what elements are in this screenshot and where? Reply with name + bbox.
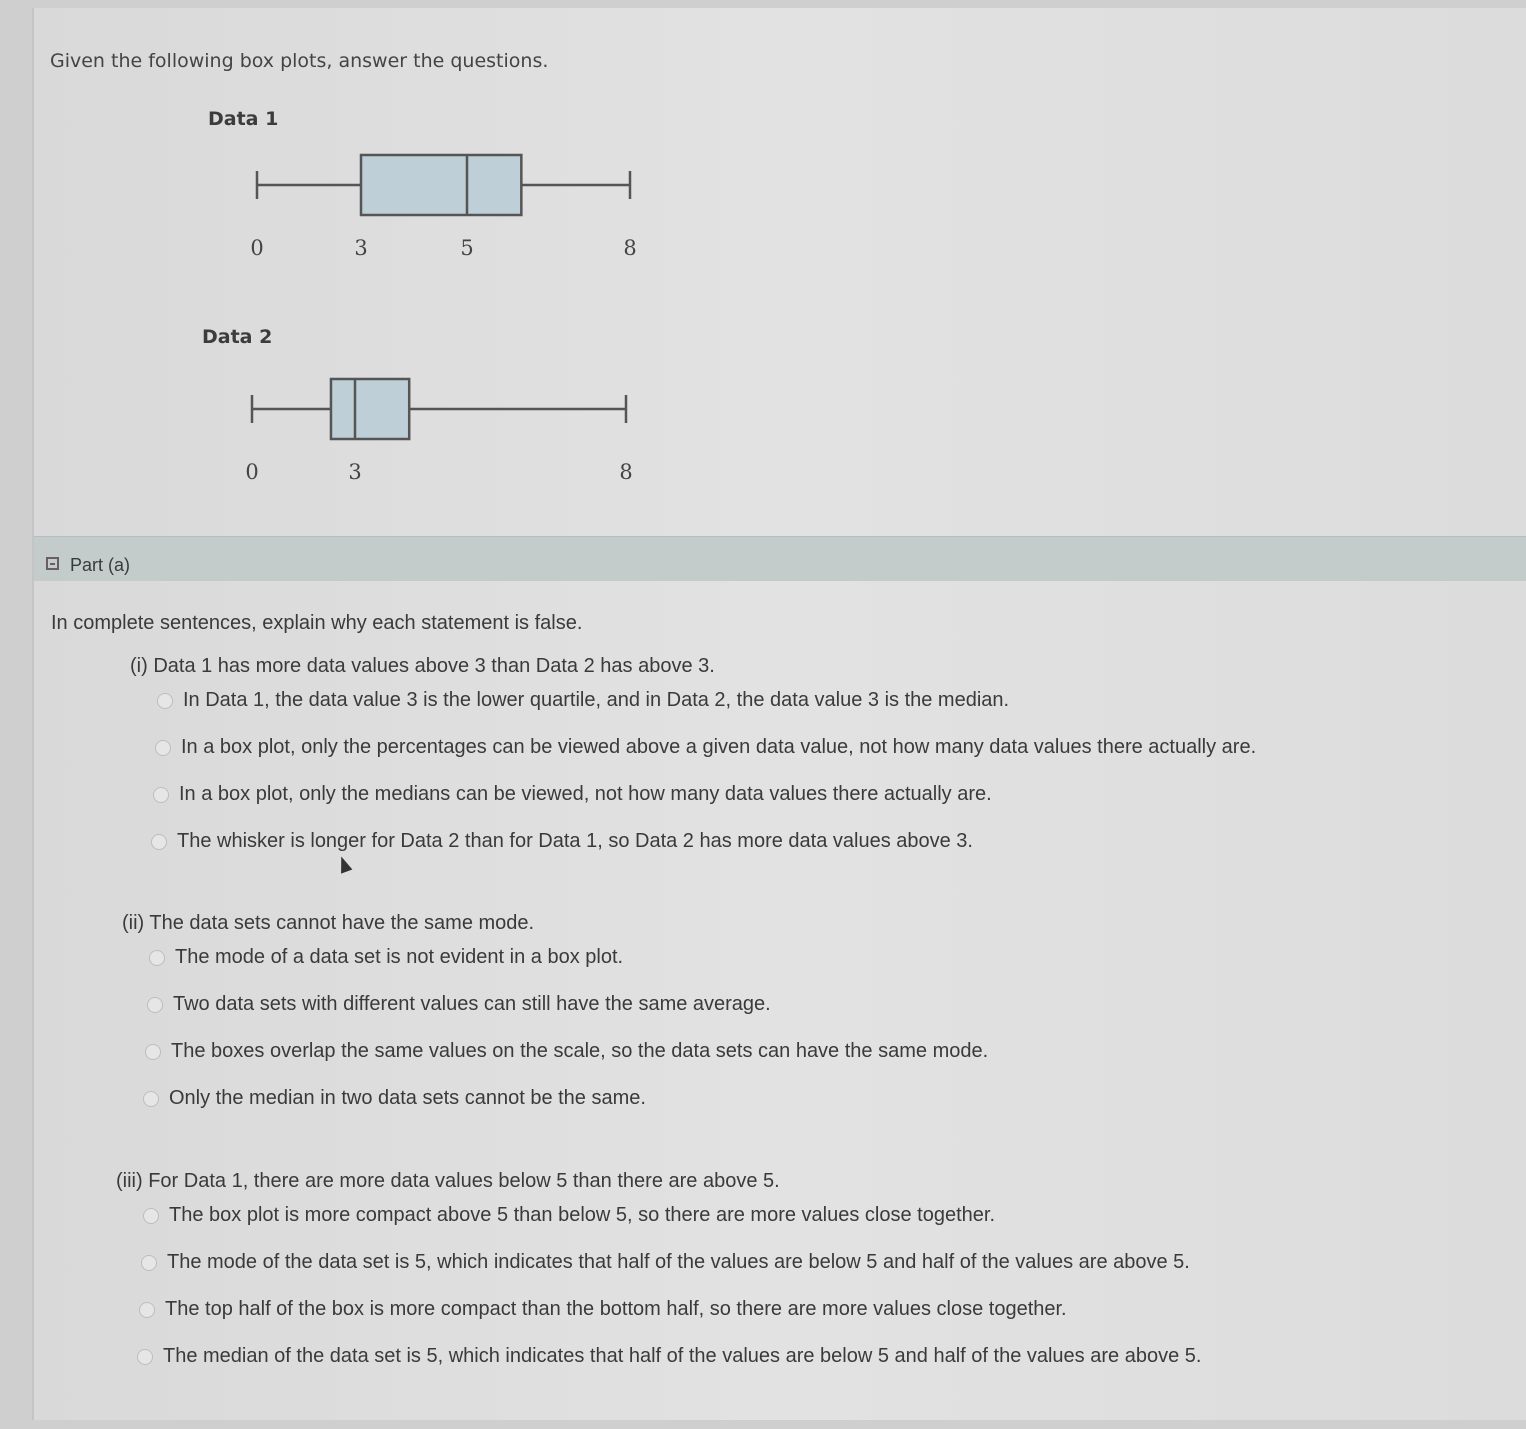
box-plot-data-2	[230, 374, 670, 484]
option-text: In a box plot, only the medians can be viewed, not how many data values there actually are.	[179, 783, 992, 805]
radio-button[interactable]	[139, 1302, 155, 1318]
answer-option[interactable]	[139, 1298, 1067, 1321]
option-text: Only the median in two data sets cannot be the same.	[169, 1087, 646, 1109]
option-text: The mode of the data set is 5, which indicates that half of the values are below 5 and half of the values are above 5.	[167, 1251, 1190, 1273]
option-text: The top half of the box is more compact than the bottom half, so there are more values close together.	[165, 1298, 1067, 1320]
answer-option[interactable]	[157, 689, 1009, 712]
tick-label-5: 5	[460, 236, 474, 260]
radio-button[interactable]	[155, 740, 171, 756]
option-text: The boxes overlap the same values on the scale, so the data sets can have the same mode.	[171, 1040, 989, 1062]
answer-option[interactable]	[155, 736, 1256, 759]
tick-label-0: 0	[245, 460, 259, 484]
answer-option[interactable]	[145, 1040, 988, 1063]
answer-option[interactable]	[143, 1204, 995, 1227]
option-text: The box plot is more compact above 5 than below 5, so there are more values close together.	[169, 1204, 996, 1226]
option-text: Two data sets with different values can still have the same average.	[173, 993, 771, 1015]
answer-option[interactable]	[137, 1345, 1201, 1368]
option-text: The whisker is longer for Data 2 than for Data 1, so Data 2 has more data values above 3.	[177, 830, 973, 852]
option-text: The mode of a data set is not evident in a box plot.	[175, 946, 624, 968]
question-intro: Given the following box plots, answer the questions.	[50, 50, 549, 72]
tick-label-3: 3	[348, 460, 362, 484]
tick-label-8: 8	[623, 236, 637, 260]
radio-button[interactable]	[143, 1091, 159, 1107]
option-text: The median of the data set is 5, which indicates that half of the values are below 5 and half of the values are above 5.	[163, 1345, 1202, 1367]
question-prompt: (i) Data 1 has more data values above 3 than Data 2 has above 3.	[130, 655, 715, 677]
radio-button[interactable]	[149, 950, 165, 966]
option-text: In a box plot, only the percentages can be viewed above a given data value, not how many data values there actually are.	[181, 736, 1257, 758]
box-iqr	[331, 379, 409, 439]
question-prompt: (ii) The data sets cannot have the same mode.	[122, 912, 535, 934]
box-plot-data-1	[230, 150, 670, 260]
radio-button[interactable]	[153, 787, 169, 803]
instructions: In complete sentences, explain why each statement is false.	[51, 612, 583, 634]
answer-option[interactable]	[147, 993, 771, 1016]
tick-label-8: 8	[619, 460, 633, 484]
answer-option[interactable]	[153, 783, 992, 806]
radio-button[interactable]	[141, 1255, 157, 1271]
plot-title-data-2: Data 2	[202, 326, 273, 348]
tick-label-3: 3	[354, 236, 368, 260]
answer-option[interactable]	[151, 830, 973, 853]
radio-button[interactable]	[147, 997, 163, 1013]
collapse-icon[interactable]	[46, 557, 59, 570]
plot-title-data-1: Data 1	[208, 108, 279, 130]
part-a-header[interactable]	[34, 536, 1526, 581]
radio-button[interactable]	[151, 834, 167, 850]
radio-button[interactable]	[137, 1349, 153, 1365]
radio-button[interactable]	[157, 693, 173, 709]
answer-option[interactable]	[149, 946, 623, 969]
box-iqr	[361, 155, 521, 215]
answer-option[interactable]	[143, 1087, 646, 1110]
tick-label-0: 0	[250, 236, 264, 260]
answer-option[interactable]	[141, 1251, 1190, 1274]
question-prompt: (iii) For Data 1, there are more data values below 5 than there are above 5.	[116, 1170, 780, 1192]
radio-button[interactable]	[143, 1208, 159, 1224]
option-text: In Data 1, the data value 3 is the lower quartile, and in Data 2, the data value 3 is the median.	[183, 689, 1010, 711]
radio-button[interactable]	[145, 1044, 161, 1060]
part-title: Part (a)	[70, 555, 131, 575]
